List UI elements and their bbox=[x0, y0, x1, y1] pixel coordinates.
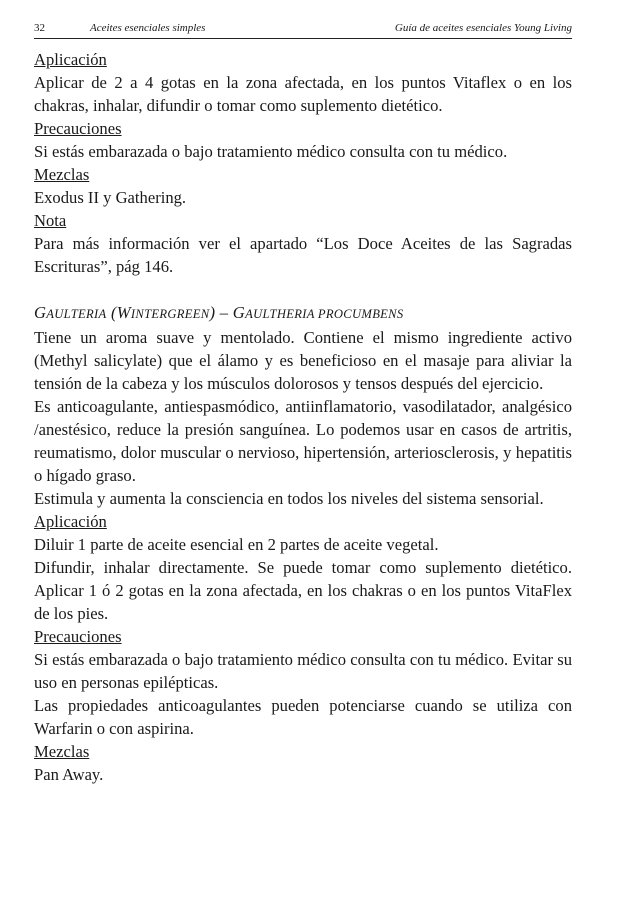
heading-aplicacion: Aplicación bbox=[34, 50, 107, 69]
nota-text: Para más información ver el apartado “Los Doce Aceites de las Sagradas Escrituras”, pág 146. bbox=[34, 234, 572, 276]
entry-description-2: Es anticoagulante, antiespasmódico, antiinflamatorio, vasodilatador, analgésico /anestésico, reduce la presión sanguínea. Lo podemos usar en casos de artritis, reumatismo, dolor muscular o nervioso, hipertensión, arteriosclerosis, y hepatitis o hígado graso. bbox=[34, 397, 572, 485]
precauciones-text: Si estás embarazada o bajo tratamiento médico consulta con tu médico. bbox=[34, 142, 508, 161]
header-right-title: Guía de aceites esenciales Young Living bbox=[394, 22, 572, 34]
page-header bbox=[34, 22, 572, 39]
entry-aplicacion-1: Diluir 1 parte de aceite esencial en 2 partes de aceite vegetal. bbox=[34, 535, 439, 554]
entry-description-3: Estimula y aumenta la consciencia en todos los niveles del sistema sensorial. bbox=[34, 489, 544, 508]
entry-description-1: Tiene un aroma suave y mentolado. Contiene el mismo ingrediente activo (Methyl salicylate) que el álamo y es beneficioso en el masaje para aliviar la tensión de la cabeza y los músculos dolorosos y tensos después del ejercicio. bbox=[34, 328, 572, 393]
entry-precauciones-1: Si estás embarazada o bajo tratamiento médico consulta con tu médico. Evitar su uso en personas epilépticas. bbox=[34, 650, 572, 692]
entry-mezclas-text: Pan Away. bbox=[34, 765, 104, 784]
mezclas-text: Exodus II y Gathering. bbox=[34, 188, 187, 207]
entry-heading-precauciones: Precauciones bbox=[34, 627, 122, 646]
heading-precauciones: Precauciones bbox=[34, 119, 122, 138]
heading-mezclas: Mezclas bbox=[34, 165, 90, 184]
entry-precauciones-2: Las propiedades anticoagulantes pueden potenciarse cuando se utiliza con Warfarin o con aspirina. bbox=[34, 696, 572, 738]
entry-aplicacion-2: Difundir, inhalar directamente. Se puede tomar como suplemento dietético. Aplicar 1 ó 2 gotas en la zona afectada, en los chakras o en los puntos VitaFlex de los pies. bbox=[34, 558, 572, 623]
page-number: 32 bbox=[34, 22, 45, 34]
entry-title: GAULTERIA (WINTERGREEN) – GAULTHERIA PROCUMBENS bbox=[34, 303, 404, 322]
aplicacion-text: Aplicar de 2 a 4 gotas en la zona afectada, en los puntos Vitaflex o en los chakras, inhalar, difundir o tomar como suplemento dietético. bbox=[34, 73, 572, 115]
heading-nota: Nota bbox=[34, 211, 67, 230]
header-left-title: Aceites esenciales simples bbox=[90, 22, 206, 34]
entry-heading-mezclas: Mezclas bbox=[34, 742, 90, 761]
page-body bbox=[34, 48, 572, 786]
entry-heading-aplicacion: Aplicación bbox=[34, 512, 107, 531]
section-spacer bbox=[34, 278, 572, 301]
